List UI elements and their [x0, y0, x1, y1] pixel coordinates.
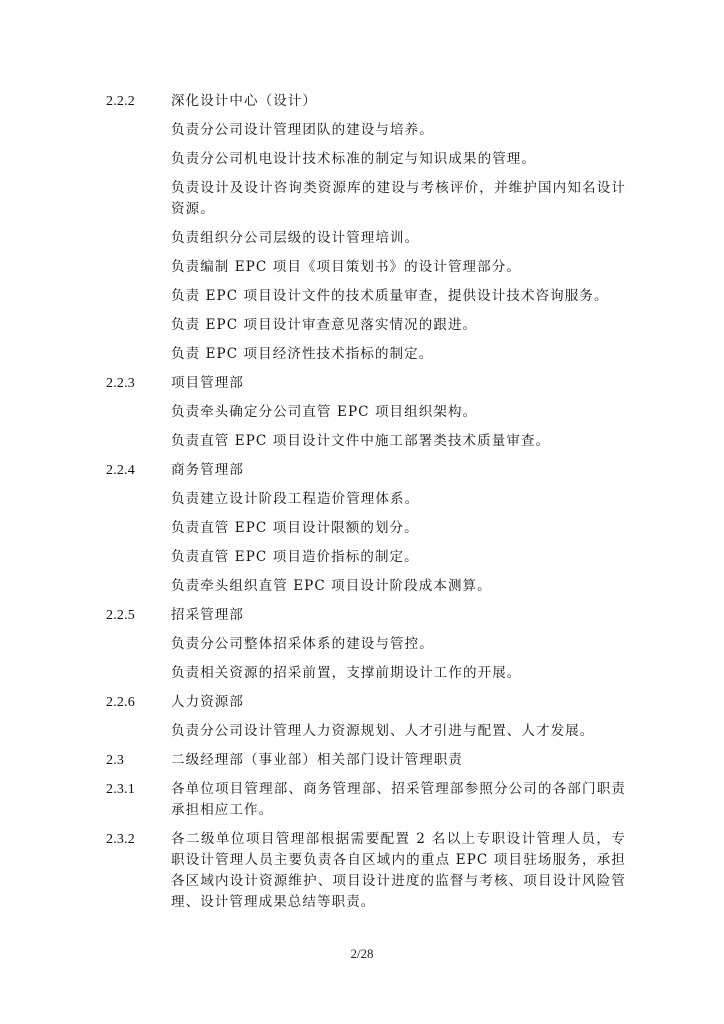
duty-item: 负责直管 EPC 项目造价指标的制定。: [171, 549, 419, 565]
section-number: 2.2.2: [106, 94, 135, 109]
duty-item: 负责 EPC 项目设计审查意见落实情况的跟进。: [171, 317, 478, 333]
section-title: 深化设计中心（设计）: [171, 93, 317, 109]
section-2-3-1: [106, 779, 626, 821]
duty-item: 负责牵头组织直管 EPC 项目设计阶段成本测算。: [171, 578, 492, 594]
section-number: 2.2.3: [106, 376, 135, 391]
section-heading: [106, 750, 626, 771]
duty-item: 负责设计及设计咨询类资源库的建设与考核评价，并维护国内知名设计资源。: [171, 180, 626, 217]
section-number: 2.2.6: [106, 695, 135, 710]
duty-item: 负责建立设计阶段工程造价管理体系。: [171, 491, 420, 507]
section-heading: [106, 605, 626, 626]
section-2-3: [106, 750, 626, 771]
page-content: [106, 91, 626, 913]
section-2-2-5: [106, 605, 626, 684]
section-number: 2.3.2: [106, 832, 135, 847]
duty-item: 负责牵头确定分公司直管 EPC 项目组织架构。: [171, 404, 478, 420]
section-heading: [106, 692, 626, 713]
section-title: 项目管理部: [171, 375, 244, 391]
section-2-2-2: [106, 91, 626, 365]
section-2-2-3: [106, 373, 626, 452]
duty-item: 负责分公司设计管理团队的建设与培养。: [171, 122, 434, 138]
section-number: 2.3: [106, 753, 125, 768]
page-number: 2/28: [350, 946, 374, 961]
duty-item: 负责 EPC 项目经济性技术指标的制定。: [171, 346, 434, 362]
section-heading: [106, 373, 626, 394]
duty-item: 负责分公司整体招采体系的建设与管控。: [171, 636, 434, 652]
duty-item: 负责直管 EPC 项目设计文件中施工部署类技术质量审查。: [171, 433, 551, 449]
duty-item: 负责分公司设计管理人力资源规划、人才引进与配置、人才发展。: [171, 723, 595, 739]
section-title: 二级经理部（事业部）相关部门设计管理职责: [171, 752, 463, 768]
section-2-3-2: [106, 829, 626, 913]
duty-item: 负责分公司机电设计技术标准的制定与知识成果的管理。: [171, 151, 536, 167]
section-number: 2.3.1: [106, 782, 135, 797]
section-text: 各单位项目管理部、商务管理部、招采管理部参照分公司的各部门职责承担相应工作。: [171, 781, 626, 818]
duty-item: 负责组织分公司层级的设计管理培训。: [171, 230, 420, 246]
section-heading: [106, 460, 626, 481]
duty-item: 负责 EPC 项目设计文件的技术质量审查，提供设计技术咨询服务。: [171, 288, 609, 304]
section-paragraph: [106, 779, 626, 821]
section-text: 各二级单位项目管理部根据需要配置 2 名以上专职设计管理人员，专职设计管理人员主要负责各自区域内的重点 EPC 项目驻场服务，承担各区域内设计资源维护、项目设计进度的监督与考核、项目设计风险管理、设计管理成果总结等职责。: [171, 831, 626, 910]
section-title: 人力资源部: [171, 694, 244, 710]
section-title: 商务管理部: [171, 462, 244, 478]
duty-item: 负责相关资源的招采前置，支撑前期设计工作的开展。: [171, 665, 522, 681]
section-2-2-6: [106, 692, 626, 742]
section-heading: [106, 91, 626, 112]
section-number: 2.2.4: [106, 463, 135, 478]
duty-item: 负责直管 EPC 项目设计限额的划分。: [171, 520, 419, 536]
duty-item: 负责编制 EPC 项目《项目策划书》的设计管理部分。: [171, 259, 521, 275]
section-title: 招采管理部: [171, 607, 244, 623]
section-paragraph: [106, 829, 626, 913]
section-2-2-4: [106, 460, 626, 597]
section-number: 2.2.5: [106, 608, 135, 623]
